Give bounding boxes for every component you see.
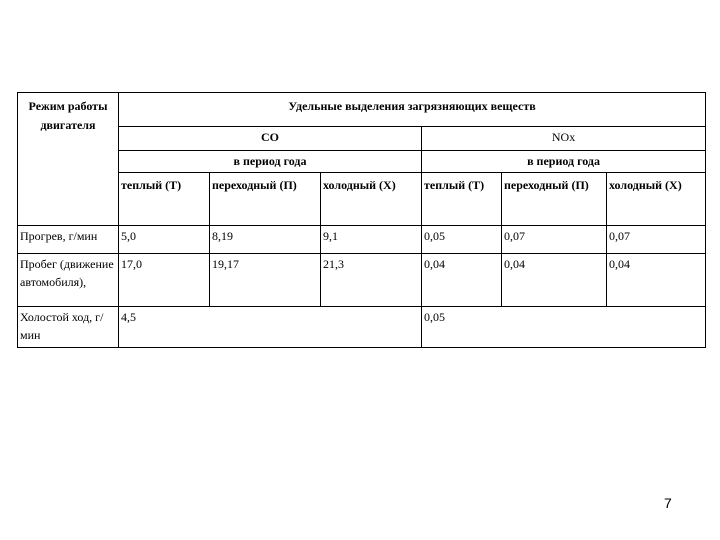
col-co-cold: холодный (Х) — [321, 172, 422, 225]
row-label: Прогрев, г/мин — [18, 225, 119, 253]
cell-nox-transitional: 0,04 — [502, 253, 607, 306]
row-label: Холостой ход, г/мин — [18, 306, 119, 347]
cell-co-cold: 21,3 — [321, 253, 422, 306]
nox-header: NOx — [422, 127, 706, 151]
cell-co-warm: 17,0 — [119, 253, 210, 306]
cell-nox-warm: 0,04 — [422, 253, 502, 306]
col-co-warm: теплый (Т) — [119, 172, 210, 225]
co-header: CO — [119, 127, 422, 151]
cell-nox-cold: 0,04 — [607, 253, 706, 306]
col-co-transitional: переходный (П) — [210, 172, 321, 225]
table-row — [18, 306, 706, 347]
co-period-header: в период года — [119, 151, 422, 173]
cell-co-cold: 9,1 — [321, 225, 422, 253]
nox-period-header: в период года — [422, 151, 706, 173]
page-number: 7 — [664, 495, 672, 511]
table-row — [18, 253, 706, 306]
row-label: Пробег (движение автомобиля), — [18, 253, 119, 306]
cell-nox-warm: 0,05 — [422, 225, 502, 253]
emissions-table-container — [17, 92, 705, 348]
engine-mode-header: Режим работы двигателя — [18, 93, 119, 226]
col-nox-cold: холодный (Х) — [607, 172, 706, 225]
cell-co-all: 4,5 — [119, 306, 422, 347]
cell-co-transitional: 19,17 — [210, 253, 321, 306]
cell-co-transitional: 8,19 — [210, 225, 321, 253]
emissions-table — [17, 92, 706, 348]
cell-nox-transitional: 0,07 — [502, 225, 607, 253]
col-nox-transitional: переходный (П) — [502, 172, 607, 225]
table-row — [18, 225, 706, 253]
cell-nox-all: 0,05 — [422, 306, 706, 347]
emissions-header: Удельные выделения загрязняющих веществ — [119, 93, 706, 127]
cell-co-warm: 5,0 — [119, 225, 210, 253]
cell-nox-cold: 0,07 — [607, 225, 706, 253]
col-nox-warm: теплый (Т) — [422, 172, 502, 225]
